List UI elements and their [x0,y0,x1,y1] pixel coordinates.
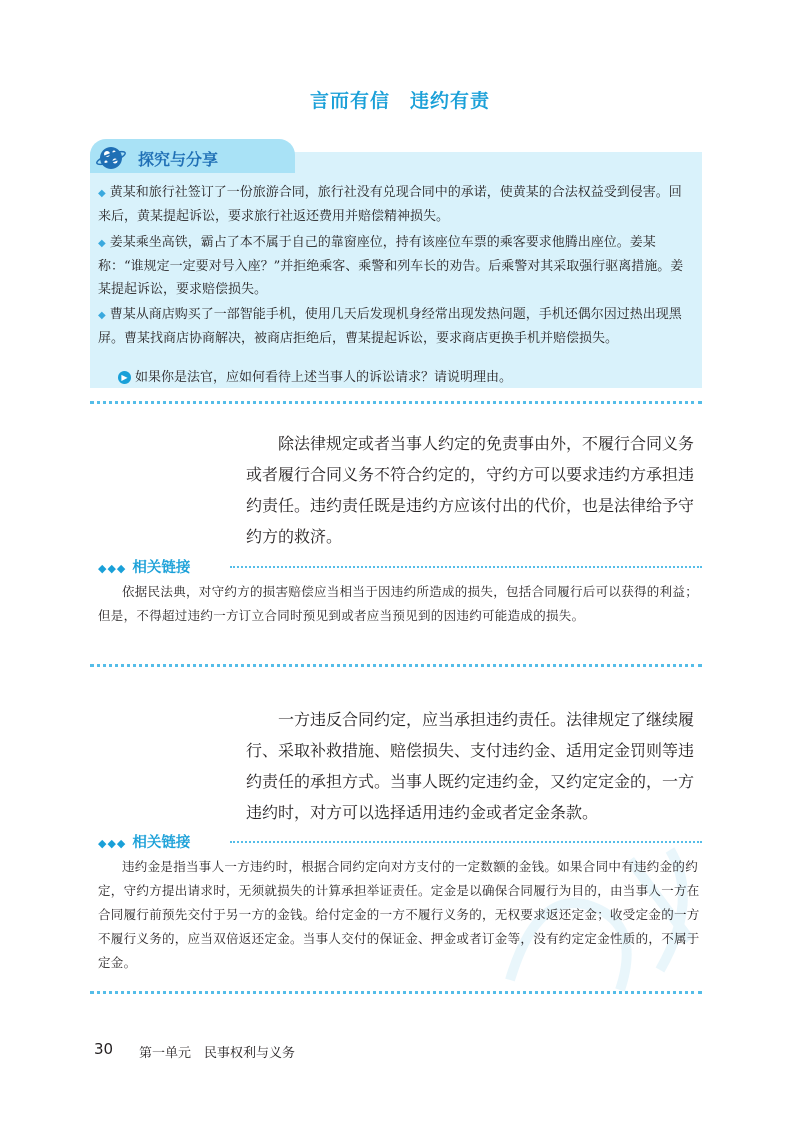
diamond-bullet-icon: ◆ [98,238,106,249]
related-link-label: 相关链接 [132,560,191,576]
case-item [98,231,694,301]
arrow-circle-icon: ▶ [118,371,131,384]
body-paragraph: 一方违反合同约定，应当承担违约责任。法律规定了继续履行、采取补救措施、赔偿损失、支付违约金、适用定金罚则等违约责任的承担方式。当事人既约定违约金，又约定定金的，一方违约时，对方可以选择适用违约金或者定金条款。 [246,710,695,822]
heading-rule [230,566,702,568]
related-link-text: 依据民法典，对守约方的损害赔偿应当相当于因违约所造成的损失，包括合同履行后可以获得的利益；但是，不得超过违约一方订立合同时预见到或者应当预见到的因违约可能造成的损失。 [98,584,699,623]
explore-heading: 探究与分享 [138,150,219,169]
related-link-heading [98,831,190,852]
section-divider [90,991,702,994]
diamond-bullet-icon: ◆◆◆ [98,562,127,575]
planet-icon [96,142,126,172]
related-link-label: 相关链接 [132,835,191,851]
body-paragraph: 除法律规定或者当事人约定的免责事由外，不履行合同义务或者履行合同义务不符合约定的，守约方可以要求违约方承担违约责任。违约责任既是违约方应该付出的代价，也是法律给予守约方的救济。 [246,434,695,546]
section-divider [90,664,702,667]
question-text: 如果你是法官，应如何看待上述当事人的诉讼请求？请说明理由。 [135,370,513,385]
section-divider [90,401,702,404]
heading-rule [230,841,702,843]
diamond-bullet-icon: ◆◆◆ [98,837,127,850]
diamond-bullet-icon: ◆ [98,310,106,321]
diamond-bullet-icon: ◆ [98,188,106,199]
case-text: 黄某和旅行社签订了一份旅游合同，旅行社没有兑现合同中的承诺，使黄某的合法权益受到侵害。回来后，黄某提起诉讼，要求旅行社返还费用并赔偿精神损失。 [98,185,682,224]
case-item [98,303,694,350]
case-text: 姜某乘坐高铁，霸占了本不属于自己的靠窗座位，持有该座位车票的乘客要求他腾出座位。姜某称：“谁规定一定要对号入座？”并拒绝乘客、乘警和列车长的劝告。后乘警对其采取强行驱离措施。姜某提起诉讼，要求赔偿损失。 [98,235,684,297]
case-text: 曹某从商店购买了一部智能手机，使用几天后发现机身经常出现发热问题，手机还偶尔因过热出现黑屏。曹某找商店协商解决，被商店拒绝后，曹某提起诉讼，要求商店更换手机并赔偿损失。 [98,307,682,346]
page-number: 30 [94,1040,114,1058]
chapter-label: 第一单元 民事权利与义务 [139,1046,296,1061]
explore-question [118,366,512,385]
related-link-heading [98,556,190,577]
page-title: 言而有信 违约有责 [309,90,490,112]
case-item [98,181,694,228]
related-link-text: 违约金是指当事人一方违约时，根据合同约定向对方支付的一定数额的金钱。如果合同中有违约金的约定，守约方提出请求时，无须就损失的计算承担举证责任。定金是以确保合同履行为目的，由当事人一方在合同履行前预先交付于另一方的金钱。给付定金的一方不履行义务的，无权要求返还定金；收受定金的一方不履行义务的，应当双倍返还定金。当事人交付的保证金、押金或者订金等，没有约定定金性质的，不属于定金。 [98,859,700,970]
